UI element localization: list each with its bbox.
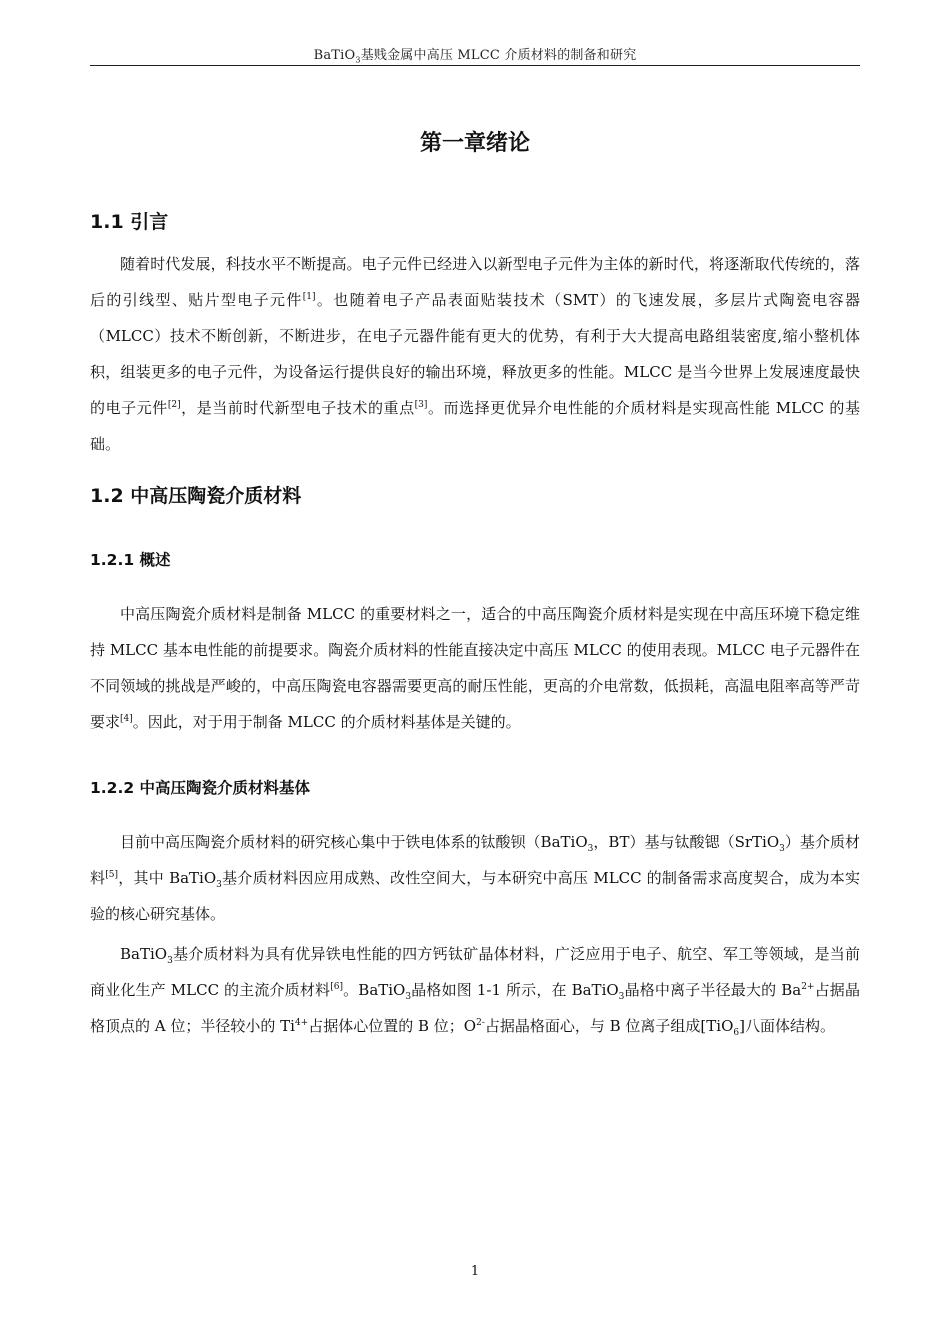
citation[interactable]: [6] — [330, 982, 343, 992]
text-run: 基介质材料为具有优异铁电性能的四方钙钛矿晶体材料，广泛应用于电子、航空、军工等领域，是当前商业化生产 MLCC 的主流介质材料 — [90, 945, 860, 999]
chapter-title: 第一章绪论 — [419, 131, 530, 156]
text-run: 。BaTiO — [342, 981, 406, 999]
superscript: 2+ — [801, 982, 815, 992]
paragraph-matrix-1 — [90, 824, 860, 932]
subscript: 3 — [587, 844, 594, 854]
citation[interactable]: [1] — [302, 292, 316, 302]
text-run: 基介质材料因应用成熟、改性空间大，与本研究中高压 MLCC 的制备需求高度契合，成为本实验的核心研究基体。 — [90, 869, 860, 923]
subscript: 3 — [167, 956, 173, 966]
citation[interactable]: [3] — [414, 400, 428, 410]
section-heading-1-2-2: 1.2.2 中高压陶瓷介质材料基体 — [90, 779, 311, 797]
text-run: 占据晶格顶点的 A 位；半径较小的 Ti — [90, 981, 860, 1035]
text-run: 。而选择更优异介电性能的介质材料是实现高性能 MLCC 的基础。 — [90, 399, 860, 453]
text-run: ]八面体结构。 — [739, 1017, 835, 1035]
text-run: ，是当前时代新型电子技术的重点 — [180, 399, 415, 417]
text-run: ，BT）基与钛酸锶（SrTiO — [593, 833, 780, 851]
citation[interactable]: [5] — [105, 870, 119, 880]
subscript: 6 — [733, 1028, 740, 1038]
header-text-rest: 基贱金属中高压 MLCC 介质材料的制备和研究 — [360, 48, 637, 63]
subscript: 3 — [216, 880, 222, 890]
text-run: ）基介质材料 — [90, 833, 860, 887]
text-run: 占据晶格面心，与 B 位离子组成[TiO — [484, 1017, 734, 1035]
page-number: 1 — [470, 1264, 480, 1279]
section-heading-1-1: 1.1 引言 — [90, 211, 169, 233]
superscript: 2- — [476, 1018, 485, 1028]
text-run: 晶格中离子半径最大的 Ba — [624, 981, 802, 999]
citation[interactable]: [2] — [167, 400, 181, 410]
superscript: 4+ — [294, 1018, 309, 1028]
text-run: 。也随着电子产品表面贴装技术（SMT）的飞速发展，多层片式陶瓷电容器（MLCC）技术不断创新，不断进步，在电子元器件能有更大的优势，有利于大大提高电路组装密度,缩小整机体积，组装更多的电子元件，为设备运行提供良好的输出环境，释放更多的性能。MLCC 是当今世界上发展速度最快的电子元件 — [90, 291, 860, 417]
header-text: BaTiO — [313, 48, 356, 63]
subscript: 3 — [405, 992, 412, 1002]
subscript: 3 — [779, 844, 785, 854]
header-subscript: 3 — [355, 55, 361, 65]
section-heading-1-2-1: 1.2.1 概述 — [90, 551, 171, 569]
paragraph-matrix-2 — [90, 936, 860, 1044]
header-rule — [90, 65, 860, 66]
text-run: 。因此，对于用于制备 MLCC 的介质材料基体是关键的。 — [132, 713, 521, 731]
text-run: BaTiO — [120, 945, 168, 963]
paragraph-overview — [90, 596, 860, 740]
citation[interactable]: [4] — [120, 714, 133, 724]
text-run: 随着时代发展，科技水平不断提高。电子元件已经进入以新型电子元件为主体的新时代，将逐渐取代传统的，落后的引线型、贴片型电子元件 — [90, 255, 860, 309]
section-heading-1-2: 1.2 中高压陶瓷介质材料 — [90, 485, 302, 507]
text-run: 晶格如图 1-1 所示，在 BaTiO — [411, 981, 619, 999]
paragraph-introduction — [90, 246, 860, 462]
text-run: 占据体心位置的 B 位；O — [308, 1017, 477, 1035]
text-run: ，其中 BaTiO — [118, 869, 217, 887]
text-run: 中高压陶瓷介质材料是制备 MLCC 的重要材料之一，适合的中高压陶瓷介质材料是实现在中高压环境下稳定维持 MLCC 基本电性能的前提要求。陶瓷介质材料的性能直接决定中高压 MLCC 的使用表现。MLCC 电子元器件在不同领域的挑战是严峻的，中高压陶瓷电容器需要更高的耐压性能，更高的介电常数，低损耗，高温电阻率高等严苛要求 — [90, 605, 860, 731]
text-run: 目前中高压陶瓷介质材料的研究核心集中于铁电体系的钛酸钡（BaTiO — [120, 833, 588, 851]
subscript: 3 — [618, 992, 625, 1002]
running-header — [90, 44, 860, 65]
